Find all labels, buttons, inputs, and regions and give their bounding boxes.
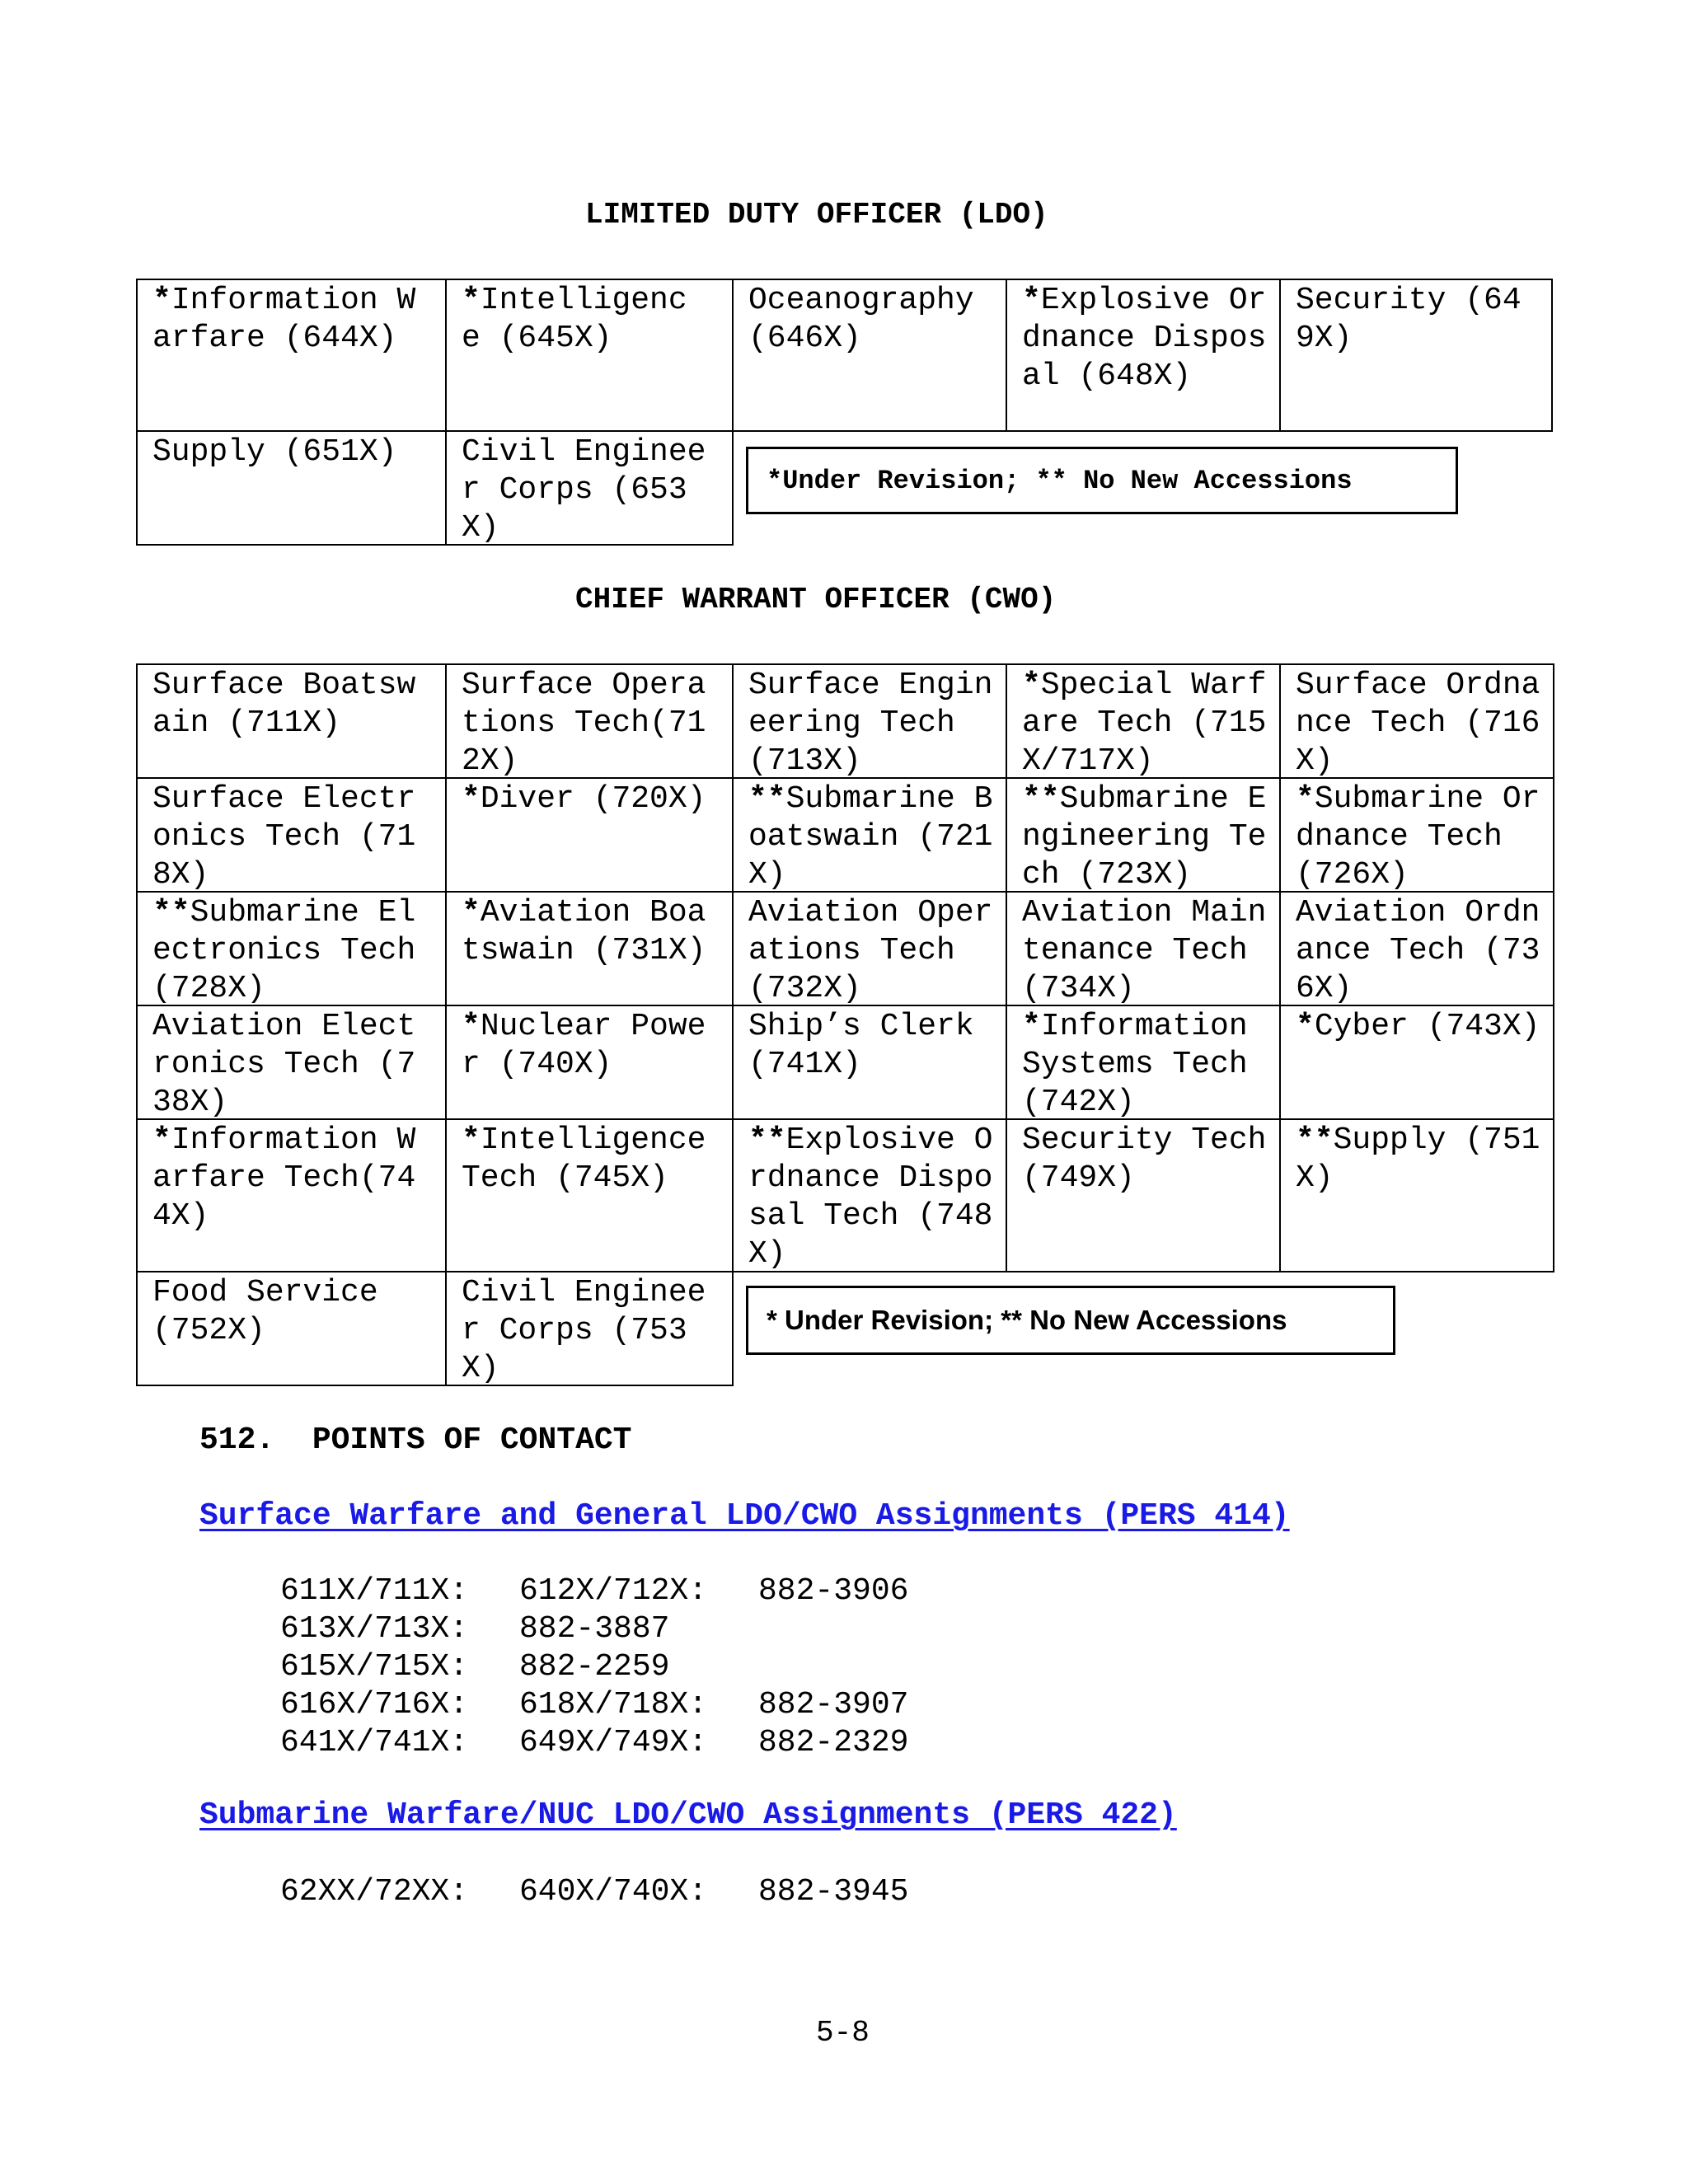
cwo-cell: *Cyber (743X) xyxy=(1279,1005,1554,1120)
cwo-cell: Aviation Maintenance Tech (734X) xyxy=(1006,891,1281,1006)
contact-phone: 882-2329 xyxy=(758,1725,909,1760)
contact-phone: 882-3945 xyxy=(758,1874,909,1910)
cwo-cell: Aviation Electronics Tech (738X) xyxy=(136,1005,447,1120)
contact-code: 882-2259 xyxy=(519,1649,670,1685)
ldo-cell: Security (649X) xyxy=(1279,279,1553,432)
cwo-cell: **Explosive Ordnance Disposal Tech (748X) xyxy=(732,1118,1007,1272)
contact-code: 615X/715X: xyxy=(280,1649,469,1685)
contact-code: 612X/712X: xyxy=(519,1573,708,1609)
contact-row xyxy=(280,1686,908,1724)
contact-code: 616X/716X: xyxy=(280,1687,469,1722)
cwo-cell: **Submarine Electronics Tech (728X) xyxy=(136,891,447,1006)
surface-assignments-link[interactable]: Surface Warfare and General LDO/CWO Assignments (PERS 414) xyxy=(199,1498,1290,1534)
cwo-cell: Surface Electronics Tech (718X) xyxy=(136,777,447,893)
ldo-cell: *Explosive Ordnance Disposal (648X) xyxy=(1006,279,1281,432)
surface-contact-list xyxy=(280,1572,908,1762)
contact-code: 649X/749X: xyxy=(519,1725,708,1760)
cwo-cell: *Information Systems Tech (742X) xyxy=(1006,1005,1281,1120)
contact-row xyxy=(280,1572,908,1610)
ldo-cell: Oceanography (646X) xyxy=(732,279,1007,432)
poc-heading: 512. POINTS OF CONTACT xyxy=(199,1422,632,1458)
cwo-cell: Surface Engineering Tech (713X) xyxy=(732,663,1007,779)
cwo-cell: Civil Engineer Corps (753X) xyxy=(445,1271,734,1386)
ldo-cell: *Information Warfare (644X) xyxy=(136,279,447,432)
cwo-cell: *Nuclear Power (740X) xyxy=(445,1005,734,1120)
cwo-cell: *Intelligence Tech (745X) xyxy=(445,1118,734,1272)
cwo-cell: *Submarine Ordnance Tech (726X) xyxy=(1279,777,1554,893)
submarine-assignments-link[interactable]: Submarine Warfare/NUC LDO/CWO Assignments (PERS 422) xyxy=(199,1797,1177,1833)
cwo-cell: Ship’s Clerk (741X) xyxy=(732,1005,1007,1120)
cwo-cell: **Submarine Engineering Tech (723X) xyxy=(1006,777,1281,893)
cwo-cell: *Aviation Boatswain (731X) xyxy=(445,891,734,1006)
contact-code: 618X/718X: xyxy=(519,1687,708,1722)
cwo-cell: Surface Ordnance Tech (716X) xyxy=(1279,663,1554,779)
cwo-cell: **Submarine Boatswain (721X) xyxy=(732,777,1007,893)
contact-code: 613X/713X: xyxy=(280,1611,469,1647)
cwo-cell: Aviation Ordnance Tech (736X) xyxy=(1279,891,1554,1006)
cwo-title: CHIEF WARRANT OFFICER (CWO) xyxy=(575,583,1057,616)
ldo-title: LIMITED DUTY OFFICER (LDO) xyxy=(585,198,1048,232)
cwo-cell: Aviation Operations Tech (732X) xyxy=(732,891,1007,1006)
cwo-legend-note: * Under Revision; ** No New Accessions xyxy=(746,1286,1395,1355)
contact-row xyxy=(280,1610,908,1648)
contact-code: 640X/740X: xyxy=(519,1874,708,1910)
cwo-cell: *Diver (720X) xyxy=(445,777,734,893)
contact-code: 882-3887 xyxy=(519,1611,670,1647)
ldo-cell: Supply (651X) xyxy=(136,430,447,546)
contact-code: 611X/711X: xyxy=(280,1573,469,1609)
ldo-legend-note: *Under Revision; ** No New Accessions xyxy=(746,447,1458,514)
cwo-cell: **Supply (751X) xyxy=(1279,1118,1554,1272)
contact-code: 62XX/72XX: xyxy=(280,1874,469,1910)
cwo-cell: *Information Warfare Tech(744X) xyxy=(136,1118,447,1272)
ldo-cell: *Intelligenc e (645X) xyxy=(445,279,734,432)
contact-row xyxy=(280,1648,908,1686)
cwo-cell: *Special Warfare Tech (715X/717X) xyxy=(1006,663,1281,779)
cwo-cell: Food Service (752X) xyxy=(136,1271,447,1386)
contact-phone: 882-3907 xyxy=(758,1687,909,1722)
cwo-cell: Security Tech(749X) xyxy=(1006,1118,1281,1272)
cwo-cell: Surface Operations Tech(712X) xyxy=(445,663,734,779)
contact-row xyxy=(280,1724,908,1762)
contact-phone: 882-3906 xyxy=(758,1573,909,1609)
page-number: 5-8 xyxy=(816,2016,870,2050)
ldo-cell: Civil Engineer Corps (653X) xyxy=(445,430,734,546)
contact-row xyxy=(280,1873,908,1911)
cwo-cell: Surface Boatswain (711X) xyxy=(136,663,447,779)
contact-code: 641X/741X: xyxy=(280,1725,469,1760)
submarine-contact-list xyxy=(280,1873,908,1911)
